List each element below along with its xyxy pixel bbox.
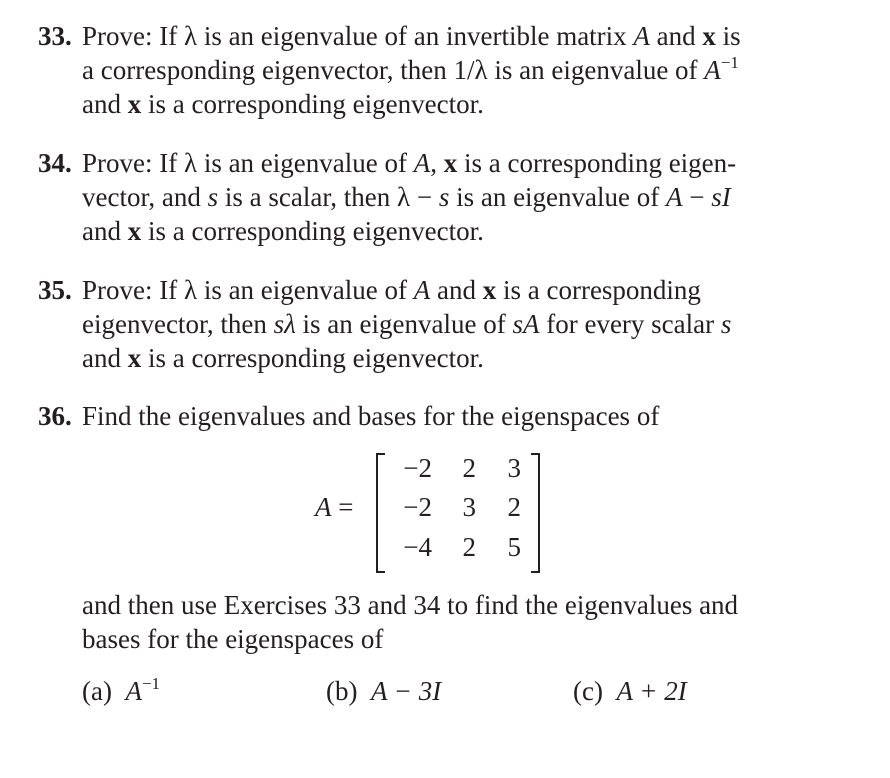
matrix-cell: −2 [403,492,432,522]
problem-35-line-3: and x is a corresponding eigenvector. [82,343,484,373]
problem-33-line-2: a corresponding eigenvector, then 1/λ is an eigenvalue of $A^{-1}$ [82,53,739,85]
part-c: (c) A + 2I [573,676,687,706]
matrix-cell: −4 [403,532,432,562]
problem-34-line-1: Prove: If λ is an eigenvalue of A, x is a corresponding eigen- [82,148,737,178]
matrix-cell: 2 [462,532,476,562]
matrix-cell: 3 [507,453,521,483]
problem-33-number: 33. [38,21,72,51]
part-b: (b) A − 3I [326,676,442,706]
matrix-cell: 5 [507,532,521,562]
problem-33-line-1: Prove: If λ is an eigenvalue of an invertible matrix A and x is [82,21,741,51]
problem-36-follow-line-2: bases for the eigenspaces of [82,624,384,654]
matrix-cell: 2 [507,492,521,522]
matrix-cell: −2 [403,453,432,483]
matrix-equation-label: A = [315,492,354,522]
problem-33-line-3: and x is a corresponding eigenvector. [82,89,484,119]
problem-34-number: 34. [38,148,72,178]
problem-36-number: 36. [38,401,72,431]
problem-35-number: 35. [38,275,72,305]
part-a: (a) $A^{-1}$ [82,674,161,706]
matrix-cell: 2 [462,453,476,483]
matrix-cell: 3 [462,492,476,522]
problem-35-line-1: Prove: If λ is an eigenvalue of A and x is a corresponding [82,275,701,305]
problem-34-line-2: vector, and s is a scalar, then λ − s is an eigenvalue of A − sI [82,182,731,212]
problem-36-follow-line-1: and then use Exercises 33 and 34 to find the eigenvalues and [82,590,739,620]
problem-36-intro: Find the eigenvalues and bases for the eigenspaces of [82,401,660,431]
matrix-right-bracket [531,453,540,573]
problem-34-line-3: and x is a corresponding eigenvector. [82,216,484,246]
problem-35-line-2: eigenvector, then sλ is an eigenvalue of sA for every scalar s [82,309,732,339]
matrix-left-bracket [376,453,385,573]
